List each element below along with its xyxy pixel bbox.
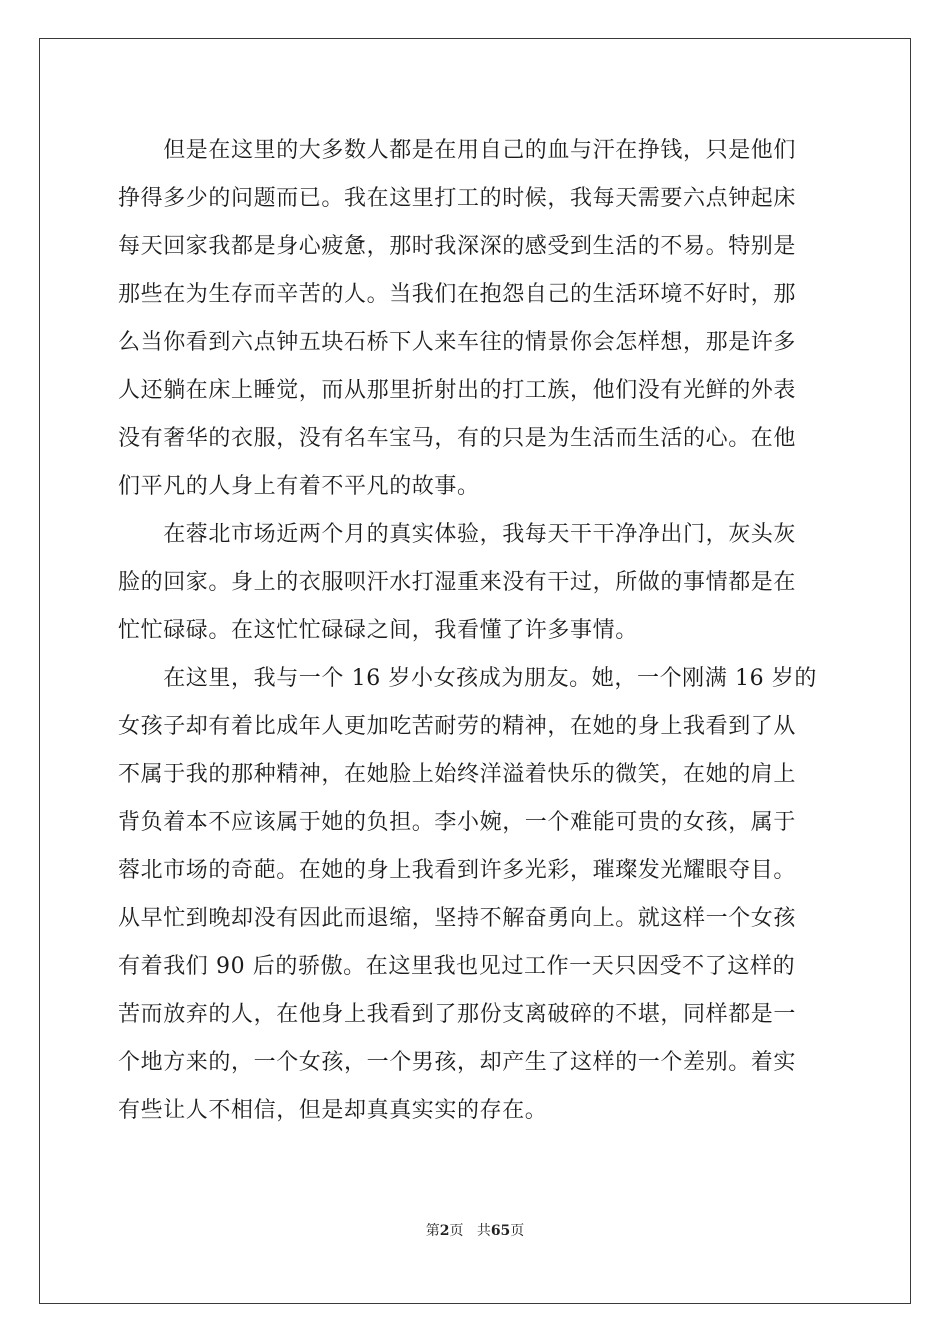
document-body [118,127,834,1135]
text-line: 女孩子却有着比成年人更加吃苦耐劳的精神，在她的身上我看到了从 [118,714,797,739]
text-line: 有着我们 90 后的骄傲。在这里我也见过工作一天只因受不了这样的 [118,954,796,979]
text-line: 脸的回家。身上的衣服呗汗水打湿重来没有干过，所做的事情都是在 [118,570,797,595]
text-line: 们平凡的人身上有着不平凡的故事。 [118,474,480,499]
text-line: 有些让人不相信，但是却真真实实的存在。 [118,1098,548,1123]
text-line: 从早忙到晚却没有因此而退缩，坚持不解奋勇向上。就这样一个女孩 [118,906,797,931]
text-line: 苦而放弃的人，在他身上我看到了那份支离破碎的不堪，同样都是一 [118,1002,797,1027]
page-footer [0,1220,950,1240]
text-line: 背负着本不应该属于她的负担。李小婉，一个难能可贵的女孩，属于 [118,810,797,835]
text-line: 在这里，我与一个 16 岁小女孩成为朋友。她，一个刚满 16 岁的 [118,666,817,691]
text-line: 么当你看到六点钟五块石桥下人来车往的情景你会怎样想，那是许多 [118,330,797,355]
text-line: 蓉北市场的奇葩。在她的身上我看到许多光彩，璀璨发光耀眼夺目。 [118,858,797,883]
paragraph-3 [118,655,834,1135]
text-line: 个地方来的，一个女孩，一个男孩，却产生了这样的一个差别。着实 [118,1050,797,1075]
text-line: 不属于我的那种精神，在她脸上始终洋溢着快乐的微笑，在她的肩上 [118,762,797,787]
page-prefix: 第 [425,1223,440,1239]
paragraph-2 [118,511,834,655]
text-line: 挣得多少的问题而已。我在这里打工的时候，我每天需要六点钟起床 [118,186,797,211]
text-line: 但是在这里的大多数人都是在用自己的血与汗在挣钱，只是他们 [118,138,797,163]
text-line: 每天回家我都是身心疲惫，那时我深深的感受到生活的不易。特别是 [118,234,797,259]
text-line: 那些在为生存而辛苦的人。当我们在抱怨自己的生活环境不好时，那 [118,282,797,307]
text-line: 忙忙碌碌。在这忙忙碌碌之间，我看懂了许多事情。 [118,618,638,643]
total-prefix: 共 [476,1223,491,1239]
total-pages: 65 [490,1223,511,1239]
paragraph-1 [118,127,834,511]
text-line: 在蓉北市场近两个月的真实体验，我每天干干净净出门，灰头灰 [118,522,797,547]
text-line: 人还躺在床上睡觉，而从那里折射出的打工族，他们没有光鲜的外表 [118,378,797,403]
page-suffix: 页 [449,1223,464,1239]
page-number: 2 [439,1223,450,1239]
text-line: 没有奢华的衣服，没有名车宝马，有的只是为生活而生活的心。在他 [118,426,797,451]
total-suffix: 页 [510,1223,525,1239]
